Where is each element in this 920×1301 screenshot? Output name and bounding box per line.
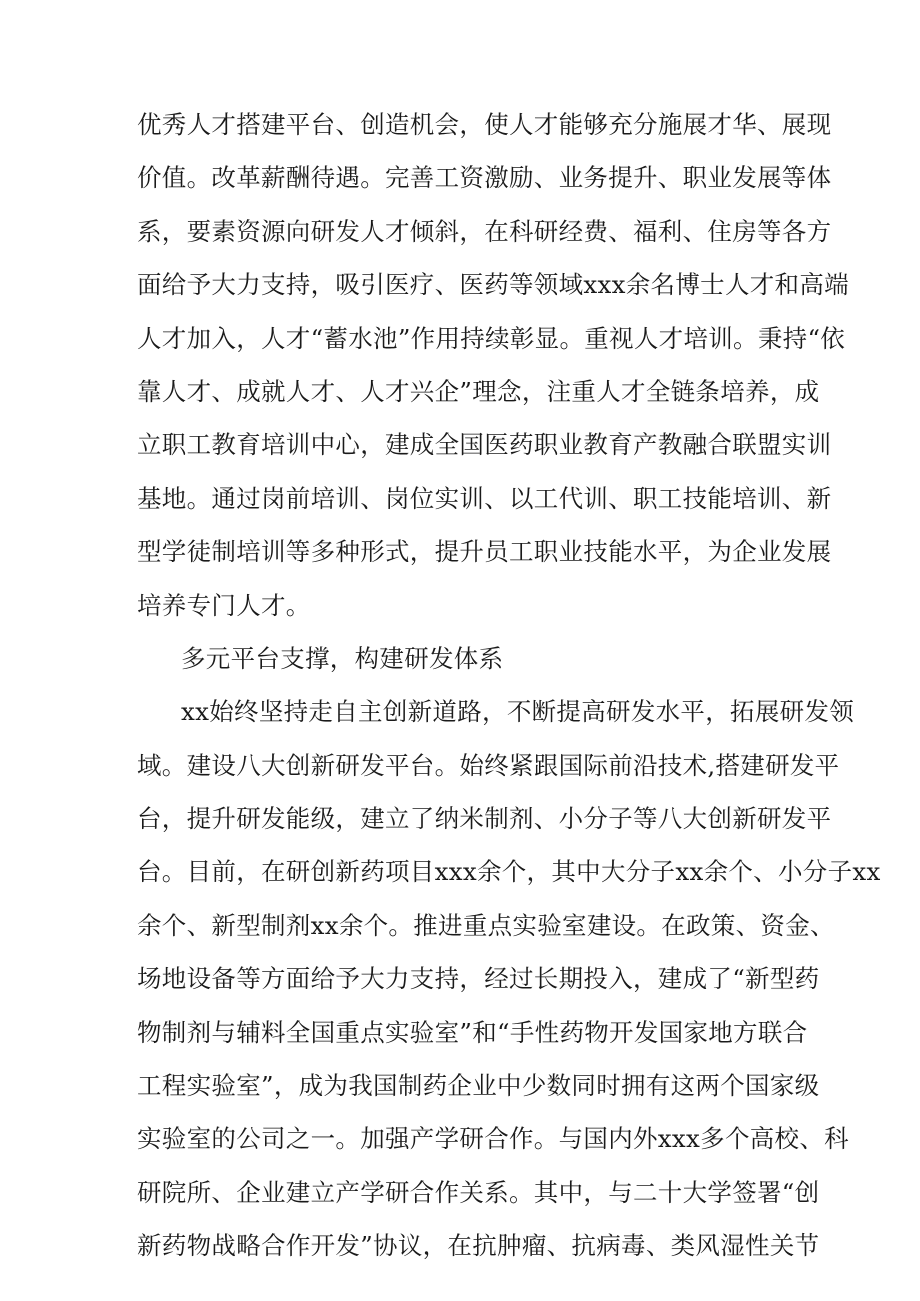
paragraph-1-line: 靠人才、成就人才、人才兴企”理念，注重人才全链条培养，成	[137, 376, 820, 406]
paragraph-2-line: 场地设备等方面给予大力支持，经过长期投入，建成了“新型药	[137, 964, 820, 994]
paragraph-2-line: xx始终坚持走自主创新道路，不断提高研发水平，拓展研发领	[181, 697, 855, 727]
paragraph-1-line: 系，要素资源向研发人才倾斜，在科研经费、福利、住房等各方	[137, 216, 832, 246]
paragraph-2-line: 台，提升研发能级，建立了纳米制剂、小分子等八大创新研发平	[137, 804, 832, 834]
paragraph-1-line: 价值。改革薪酬待遇。完善工资激励、业务提升、职业发展等体	[137, 163, 832, 193]
section-heading: 多元平台支撑，构建研发体系	[181, 643, 504, 673]
paragraph-1-line: 优秀人才搭建平台、创造机会，使人才能够充分施展才华、展现	[137, 110, 832, 139]
paragraph-1-line: 人才加入，人才“蓄水池”作用持续彰显。重视人才培训。秉持“依	[137, 323, 846, 353]
paragraph-2-line: 台。目前，在研创新药项目xxx余个，其中大分子xx余个、小分子xx	[137, 857, 881, 887]
paragraph-1-line: 培养专门人才。	[137, 590, 311, 620]
paragraph-2-line: 实验室的公司之一。加强产学研合作。与国内外xxx多个高校、科	[137, 1124, 849, 1154]
paragraph-2-line: 域。建设八大创新研发平台。始终紧跟国际前沿技术,搭建研发平	[137, 750, 840, 780]
paragraph-1-line: 面给予大力支持，吸引医疗、医药等领域xxx余名博士人才和高端	[137, 270, 849, 300]
paragraph-2-line: 物制剂与辅料全国重点实验室”和“手性药物开发国家地方联合	[137, 1017, 808, 1047]
paragraph-1-line: 基地。通过岗前培训、岗位实训、以工代训、职工技能培训、新	[137, 483, 832, 513]
paragraph-1-line: 立职工教育培训中心，建成全国医药职业教育产教融合联盟实训	[137, 430, 832, 460]
paragraph-2-line: 工程实验室”，成为我国制药企业中少数同时拥有这两个国家级	[137, 1071, 820, 1101]
paragraph-2-line: 余个、新型制剂xx余个。推进重点实验室建设。在政策、资金、	[137, 910, 835, 940]
paragraph-1-line: 型学徒制培训等多种形式，提升员工职业技能水平，为企业发展	[137, 537, 832, 567]
paragraph-2-line: 新药物战略合作开发”协议，在抗肿瘤、抗病毒、类风湿性关节	[137, 1231, 820, 1261]
document-body	[137, 98, 881, 1273]
paragraph-2-line: 研院所、企业建立产学研合作关系。其中，与二十大学签署“创	[137, 1177, 820, 1207]
